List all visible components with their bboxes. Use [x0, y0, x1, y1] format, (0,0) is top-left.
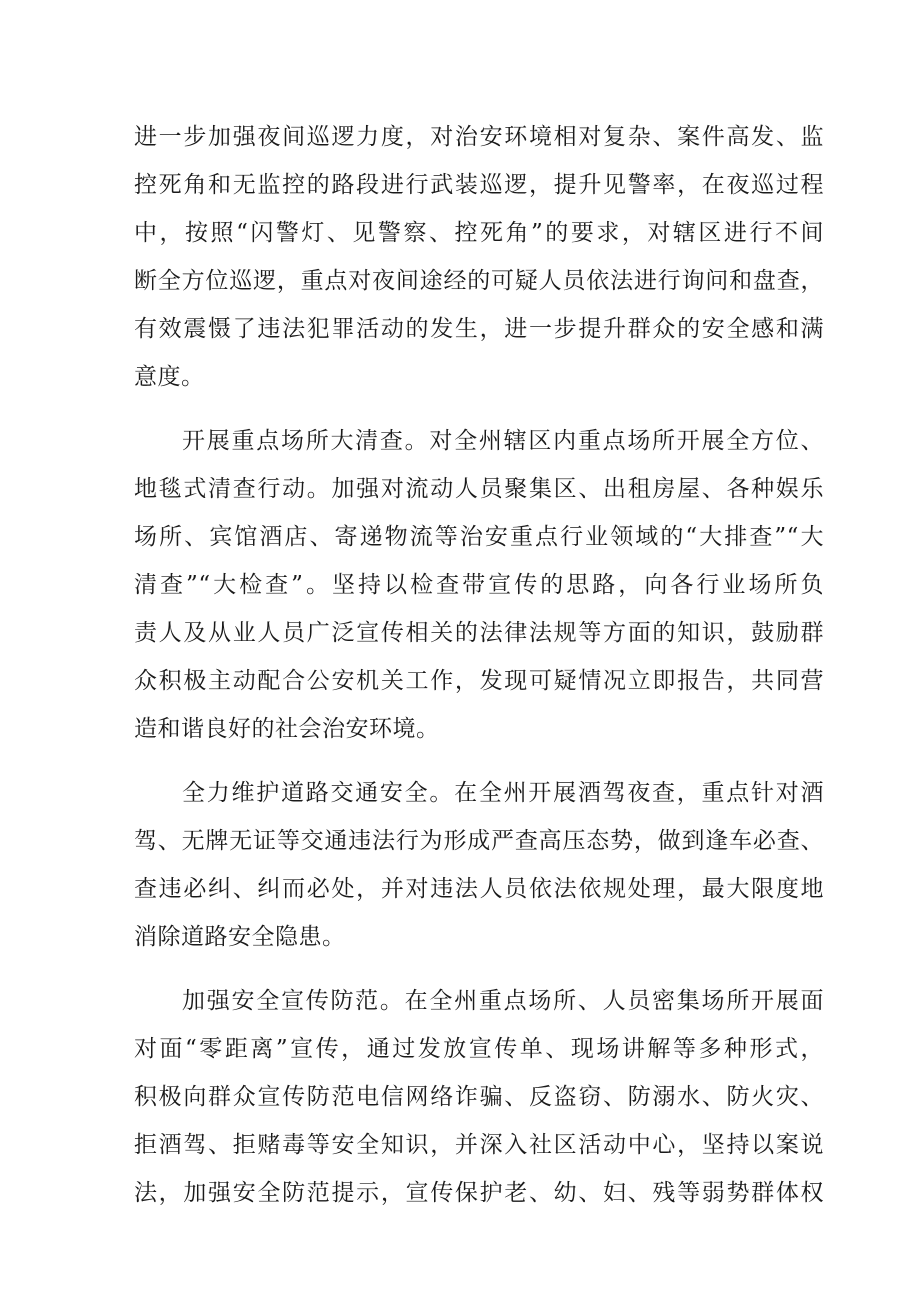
text-line: 全力维护道路交通安全。在全州开展酒驾夜查，重点针对酒	[182, 780, 824, 806]
text-line: 断全方位巡逻，重点对夜间途经的可疑人员依法进行询问和盘查，	[134, 268, 824, 294]
text-line: 查违必纠、纠而必处，并对违法人员依法依规处理，最大限度地	[134, 876, 824, 902]
text-line: 众积极主动配合公安机关工作，发现可疑情况立即报告，共同营	[134, 668, 824, 694]
text-line: 拒酒驾、拒赌毒等安全知识，并深入社区活动中心，坚持以案说	[134, 1132, 824, 1158]
paragraph-key-venue-inspection	[134, 417, 824, 753]
text-line: 造和谐良好的社会治安环境。	[134, 716, 440, 742]
text-line: 进一步加强夜间巡逻力度，对治安环境相对复杂、案件高发、监	[134, 124, 824, 150]
paragraph-safety-publicity	[134, 977, 824, 1217]
text-line: 场所、宾馆酒店、寄递物流等治安重点行业领域的“大排查”“大	[134, 524, 824, 550]
paragraph-road-traffic-safety	[134, 769, 824, 961]
text-line: 意度。	[134, 364, 205, 390]
text-line: 积极向群众宣传防范电信网络诈骗、反盗窃、防溺水、防火灾、	[134, 1084, 824, 1110]
text-line: 清查”“大检查”。坚持以检查带宣传的思路，向各行业场所负	[134, 572, 824, 598]
paragraph-spacer	[134, 401, 824, 417]
text-line: 控死角和无监控的路段进行武装巡逻，提升见警率，在夜巡过程	[134, 172, 824, 198]
text-line: 加强安全宣传防范。在全州重点场所、人员密集场所开展面	[182, 988, 824, 1014]
text-line: 法，加强安全防范提示，宣传保护老、幼、妇、残等弱势群体权	[134, 1180, 824, 1206]
text-line: 有效震慑了违法犯罪活动的发生，进一步提升群众的安全感和满	[134, 316, 824, 342]
document-body	[134, 113, 824, 1217]
paragraph-spacer	[134, 753, 824, 769]
text-line: 中，按照“闪警灯、见警察、控死角”的要求，对辖区进行不间	[134, 220, 824, 246]
paragraph-night-patrol	[134, 113, 824, 401]
text-line: 开展重点场所大清查。对全州辖区内重点场所开展全方位、	[182, 428, 824, 454]
paragraph-spacer	[134, 961, 824, 977]
text-line: 对面“零距离”宣传，通过发放宣传单、现场讲解等多种形式，	[134, 1036, 824, 1062]
text-line: 消除道路安全隐患。	[134, 924, 346, 950]
text-line: 地毯式清查行动。加强对流动人员聚集区、出租房屋、各种娱乐	[134, 476, 824, 502]
text-line: 驾、无牌无证等交通违法行为形成严查高压态势，做到逢车必查、	[134, 828, 824, 854]
text-line: 责人及从业人员广泛宣传相关的法律法规等方面的知识，鼓励群	[134, 620, 824, 646]
